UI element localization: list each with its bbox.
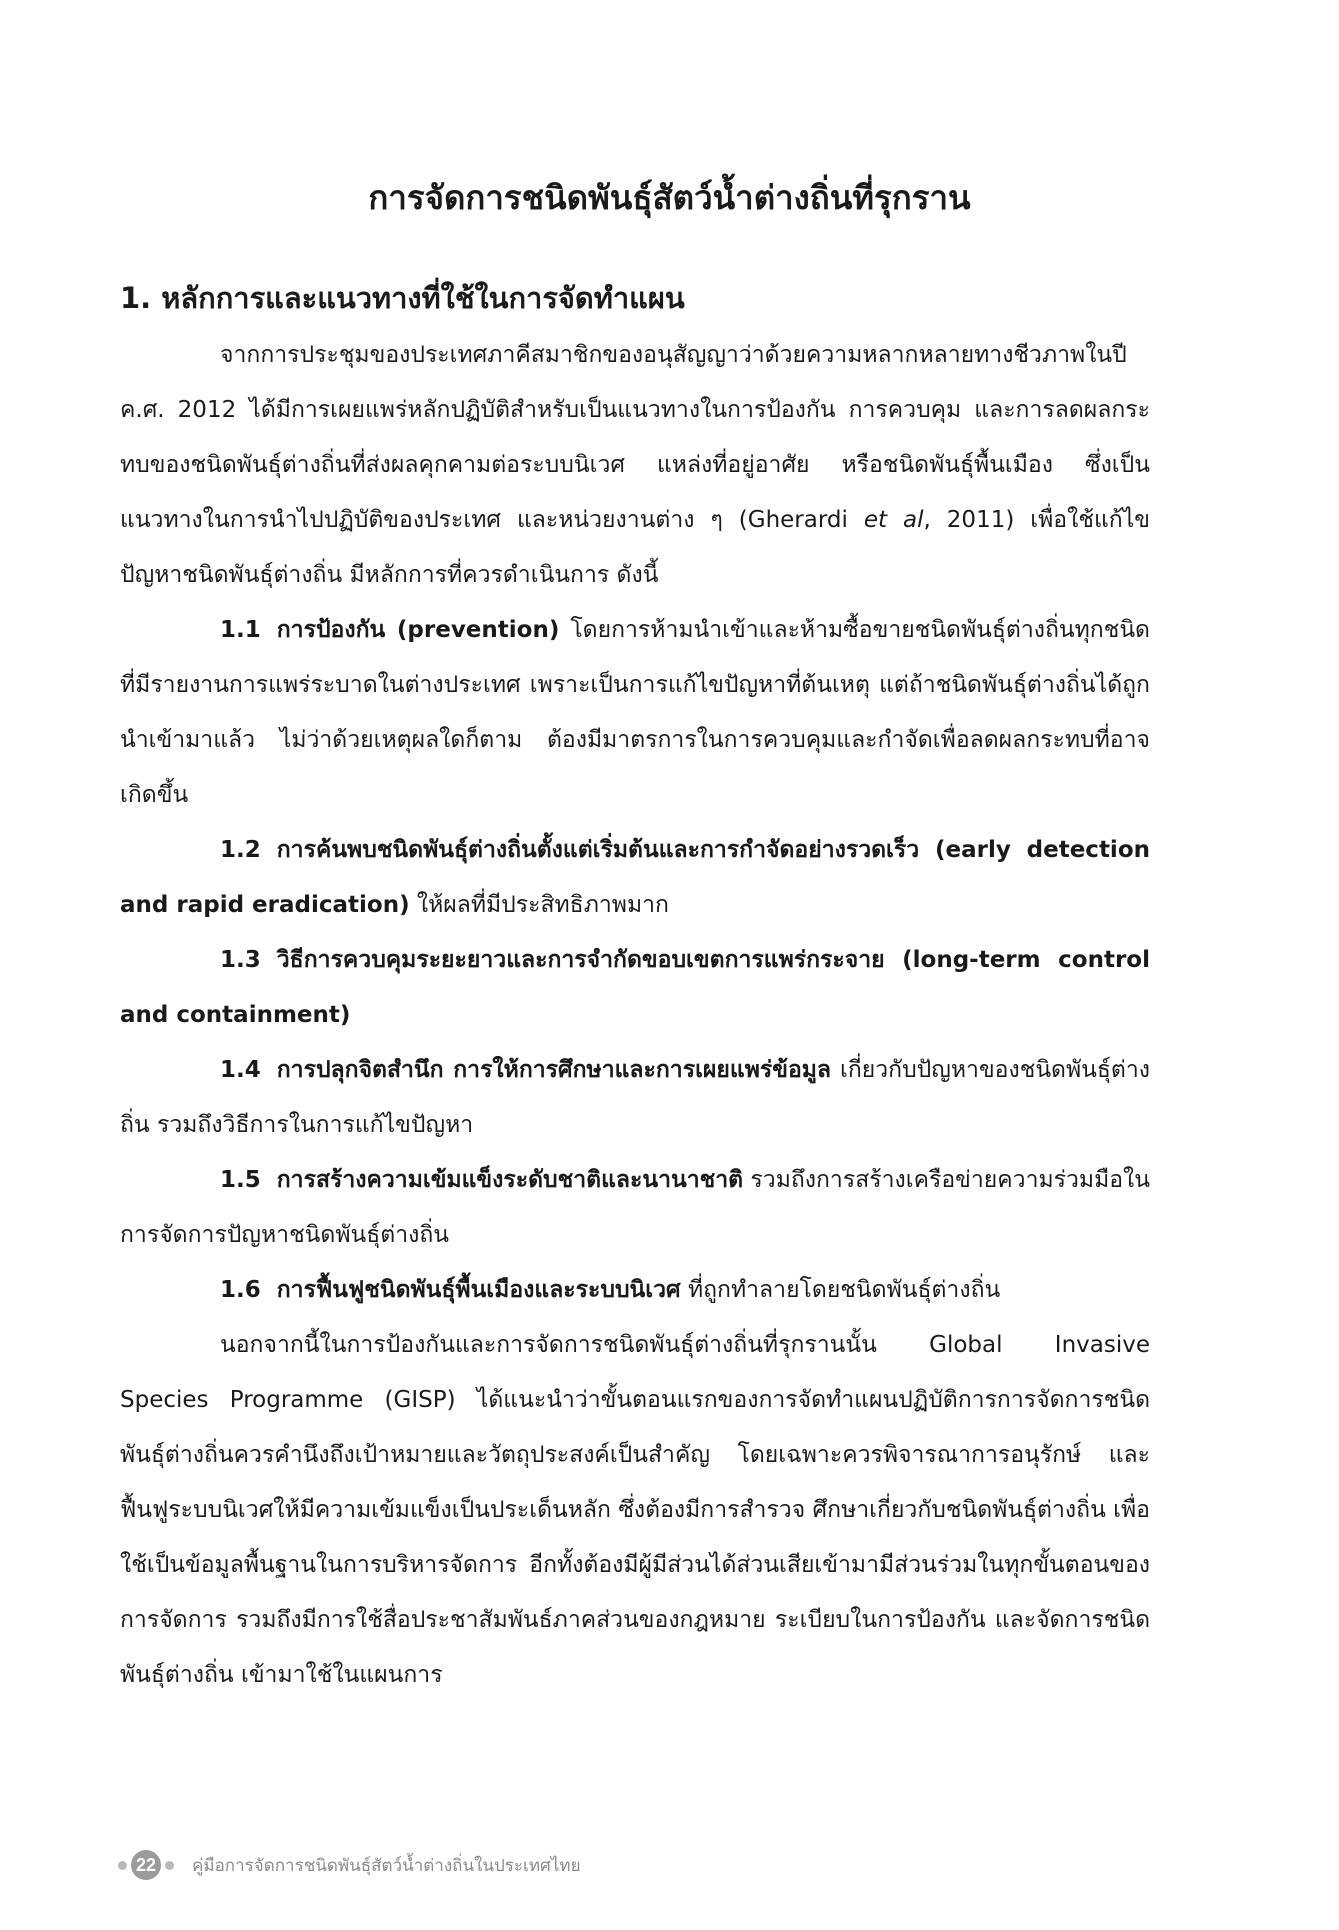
- page-title: การจัดการชนิดพันธุ์สัตว์น้ำต่างถิ่นที่รุกราน: [368, 178, 971, 217]
- item-text: ที่ถูกทำลายโดยชนิดพันธุ์ต่างถิ่น: [680, 1277, 1001, 1303]
- footer-book-title: คู่มือการจัดการชนิดพันธุ์สัตว์น้ำต่างถิ่นในประเทศไทย: [192, 1855, 581, 1876]
- list-item-1-3: [120, 933, 1150, 1043]
- item-bold-heading: การปลุกจิตสำนึก การให้การศึกษาและการเผยแพร่ข้อมูล: [276, 1057, 832, 1083]
- document-body: [120, 272, 1150, 1703]
- closing-paragraph: นอกจากนี้ในการป้องกันและการจัดการชนิดพันธุ์ต่างถิ่นที่รุกรานนั้น Global Invasive Species Programme (GISP) ได้แนะนำว่าขั้นตอนแรกของการจัดทำแผนปฏิบัติการการจัดการชนิดพันธุ์ต่างถิ่นควรคำนึงถึงเป้าหมายและวัตถุประสงค์เป็นสำคัญ โดยเฉพาะควรพิจารณาการอนุรักษ์ และฟื้นฟูระบบนิเวศให้มีความเข้มแข็งเป็นประเด็นหลัก ซึ่งต้องมีการสำรวจ ศึกษาเกี่ยวกับชนิดพันธุ์ต่างถิ่น เพื่อใช้เป็นข้อมูลพื้นฐานในการบริหารจัดการ อีกทั้งต้องมีผู้มีส่วนได้ส่วนเสียเข้ามามีส่วนร่วมในทุกขั้นตอนของการจัดการ รวมถึงมีการใช้สื่อประชาสัมพันธ์ภาคส่วนของกฎหมาย ระเบียบในการป้องกัน และจัดการชนิดพันธุ์ต่างถิ่น เข้ามาใช้ในแผนการ: [120, 1332, 1150, 1688]
- intro-paragraph: [120, 328, 1150, 603]
- item-number: 1.2: [220, 837, 261, 863]
- footer-dot-left: [118, 1861, 127, 1870]
- item-number: 1.3: [220, 947, 261, 973]
- footer-dot-right: [165, 1861, 174, 1870]
- item-number: 1.4: [220, 1057, 261, 1083]
- item-bold-heading: การค้นพบชนิดพันธุ์ต่างถิ่นตั้งแต่เริ่มต้นและการกำจัดอย่างรวดเร็ว (early detection and rapid eradication): [120, 837, 1150, 918]
- item-number: 1.6: [220, 1277, 261, 1303]
- page-number-badge: 22: [131, 1850, 161, 1880]
- item-text: โดยการห้ามนำเข้าและห้ามซื้อขายชนิดพันธุ์ต่างถิ่นทุกชนิดที่มีรายงานการแพร่ระบาดในต่างประเทศ เพราะเป็นการแก้ไขปัญหาที่ต้นเหตุ แต่ถ้าชนิดพันธุ์ต่างถิ่นได้ถูกนำเข้ามาแล้ว ไม่ว่าด้วยเหตุผลใดก็ตาม ต้องมีมาตรการในการควบคุมและกำจัดเพื่อลดผลกระทบที่อาจเกิดขึ้น: [120, 617, 1150, 808]
- item-text: รวมถึงการสร้างเครือข่ายความร่วมมือในการจัดการปัญหาชนิดพันธุ์ต่างถิ่น: [120, 1167, 1151, 1248]
- item-bold-heading: วิธีการควบคุมระยะยาวและการจำกัดขอบเขตการแพร่กระจาย (long-term control and containment): [120, 947, 1150, 1028]
- list-item-1-1: [120, 603, 1150, 823]
- section-heading: 1. หลักการและแนวทางที่ใช้ในการจัดทำแผน: [120, 281, 685, 315]
- intro-text-part-1: จากการประชุมของประเทศภาคีสมาชิกของอนุสัญญาว่าด้วยความหลากหลายทางชีวภาพในปี ค.ศ. 2012 ได้มีการเผยแพร่หลักปฏิบัติสำหรับเป็นแนวทางในการป้องกัน การควบคุม และการลดผลกระทบของชนิดพันธุ์ต่างถิ่นที่ส่งผลคุกคามต่อระบบนิเวศ แหล่งที่อยู่อาศัย หรือชนิดพันธุ์พื้นเมือง ซึ่งเป็นแนวทางในการนำไปปฏิบัติของประเทศ และหน่วยงานต่าง ๆ (Gherardi: [120, 342, 1150, 533]
- page-footer: [118, 1848, 581, 1882]
- list-item-1-4: [120, 1043, 1150, 1153]
- item-text: เกี่ยวกับปัญหาของชนิดพันธุ์ต่างถิ่น รวมถึงวิธีการในการแก้ไขปัญหา: [120, 1057, 1150, 1138]
- item-bold-heading: การสร้างความเข้มแข็งระดับชาติและนานาชาติ: [276, 1167, 744, 1193]
- item-text: ให้ผลที่มีประสิทธิภาพมาก: [409, 892, 669, 918]
- item-bold-heading: การป้องกัน (prevention): [276, 617, 560, 643]
- list-item-1-5: [120, 1153, 1150, 1263]
- list-item-1-6: [120, 1263, 1150, 1318]
- item-bold-heading: การฟื้นฟูชนิดพันธุ์พื้นเมืองและระบบนิเวศ: [276, 1277, 681, 1303]
- intro-italic-citation: et al: [863, 507, 924, 533]
- item-number: 1.5: [220, 1167, 261, 1193]
- intro-text-part-2: , 2011) เพื่อใช้แก้ไขปัญหาชนิดพันธุ์ต่างถิ่น มีหลักการที่ควรดำเนินการ ดังนี้: [120, 507, 1151, 588]
- list-item-1-2: [120, 823, 1150, 933]
- item-number: 1.1: [220, 617, 261, 643]
